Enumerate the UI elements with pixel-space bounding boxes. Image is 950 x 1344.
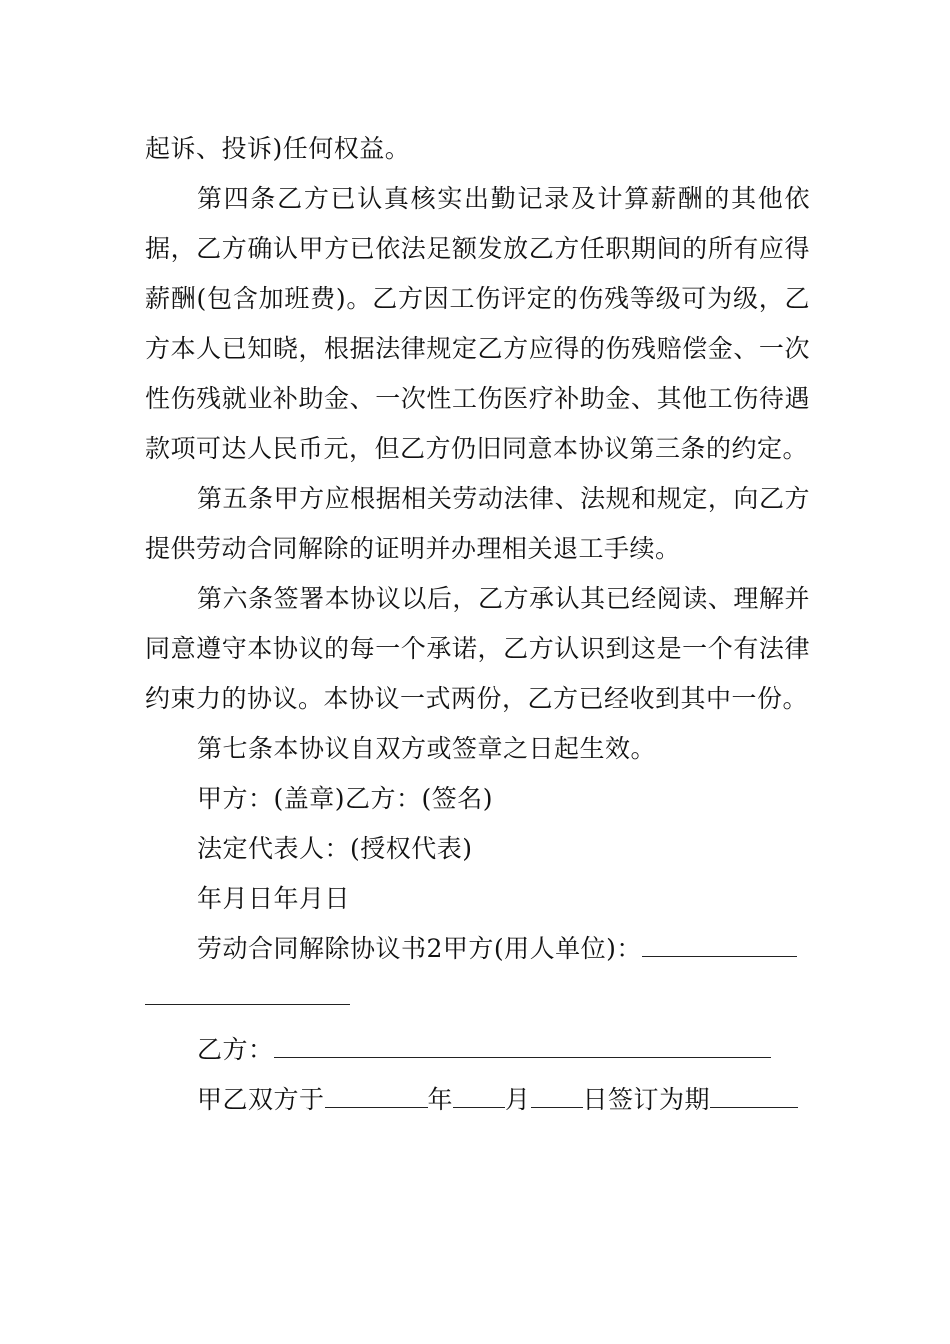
- term-blank: [710, 1085, 798, 1108]
- signature-date-line: 年月日年月日: [197, 884, 351, 913]
- day-suffix: 日签订为期: [582, 1085, 711, 1114]
- year-label: 年: [427, 1085, 454, 1114]
- party-b-blank: [274, 1035, 771, 1058]
- party-a-blank-continued: [145, 974, 350, 1005]
- party-b-label: 乙方：: [197, 1035, 274, 1064]
- article-6: 第六条签署本协议以后，乙方承认其已经阅读、理解并同意遵守本协议的每一个承诺，乙方认识到这是一个有法律约束力的协议。本协议一式两份，乙方已经收到其中一份。: [145, 584, 810, 713]
- article-7: 第七条本协议自双方或签章之日起生效。: [197, 734, 657, 763]
- agreement-2-heading-line: [145, 924, 810, 974]
- legal-representative-line: 法定代表人：(授权代表): [197, 834, 473, 863]
- month-label: 月: [505, 1085, 531, 1114]
- day-blank: [531, 1085, 583, 1108]
- party-b-line: [145, 1025, 810, 1075]
- signature-parties-line: 甲方：(盖章)乙方：(签名): [197, 784, 494, 813]
- document-body: [145, 124, 810, 1125]
- date-prefix: 甲乙双方于: [197, 1085, 325, 1114]
- party-a-blank: [642, 934, 797, 957]
- agreement-2-heading-text: 劳动合同解除协议书2甲方(用人单位)：: [197, 934, 642, 963]
- article-5: 第五条甲方应根据相关劳动法律、法规和规定，向乙方提供劳动合同解除的证明并办理相关退工手续。: [145, 484, 810, 563]
- year-blank: [325, 1085, 428, 1108]
- contract-date-line: [145, 1075, 810, 1125]
- paragraph-continuation: 起诉、投诉)任何权益。: [145, 134, 411, 163]
- article-4: 第四条乙方已认真核实出勤记录及计算薪酬的其他依据，乙方确认甲方已依法足额发放乙方任职期间的所有应得薪酬(包含加班费)。乙方因工伤评定的伤残等级可为级，乙方本人已知晓，根据法律规定乙方应得的伤残赔偿金、一次性伤残就业补助金、一次性工伤医疗补助金、其他工伤待遇款项可达人民币元，但乙方仍旧同意本协议第三条的约定。: [145, 184, 810, 463]
- month-blank: [453, 1085, 505, 1108]
